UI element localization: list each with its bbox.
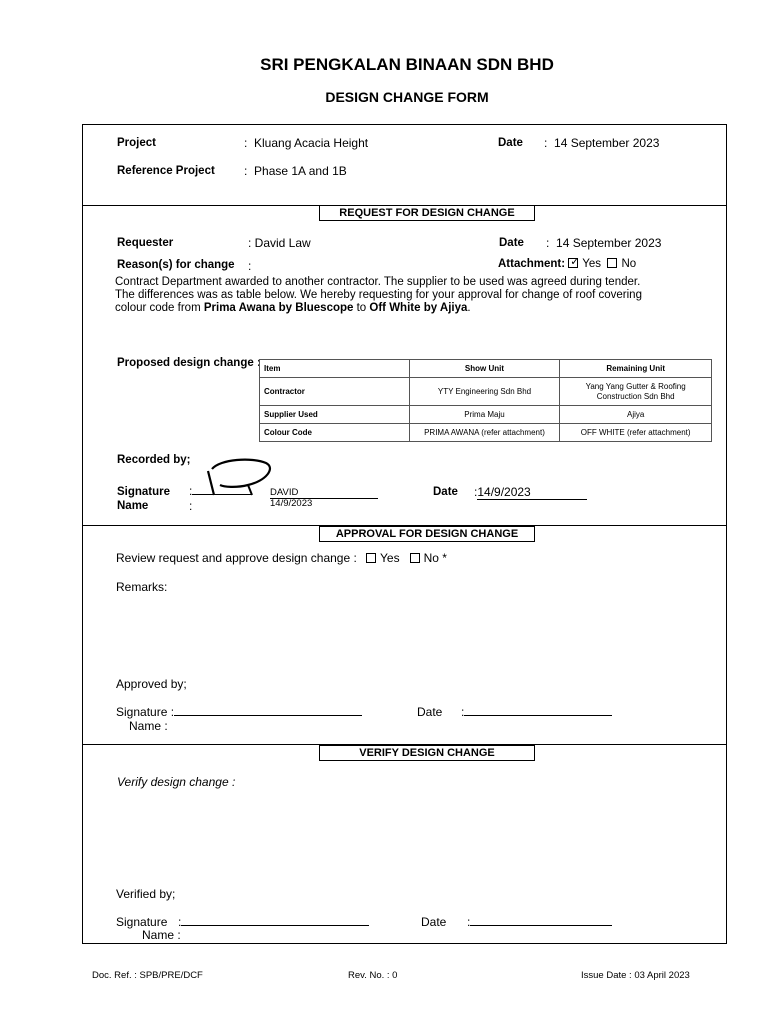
company-name: SRI PENGKALAN BINAAN SDN BHD xyxy=(260,55,554,74)
reason-label: Reason(s) for change xyxy=(117,259,235,271)
reference-label: Reference Project xyxy=(117,165,215,177)
project-name: Kluang Acacia Height xyxy=(254,136,369,150)
table-header: Remaining Unit xyxy=(560,360,712,378)
request-name-label: Name xyxy=(117,500,149,512)
request-sign-date-value: 14/9/2023 xyxy=(477,485,587,500)
approval-signature-label: Signature : xyxy=(116,705,175,719)
verify-date-line xyxy=(470,915,612,926)
table-cell: Yang Yang Gutter & Roofing Construction Sdn Bhd xyxy=(560,378,712,406)
approval-date-line xyxy=(464,705,612,716)
project-value: : Kluang Acacia Height xyxy=(244,136,369,150)
verify-signature-label: Signature xyxy=(116,915,168,929)
request-date-label: Date xyxy=(499,237,524,249)
approval-date-label: Date xyxy=(417,705,443,719)
reference-project: Phase 1A and 1B xyxy=(254,164,347,178)
reason-colon: : xyxy=(248,259,252,273)
remarks-label: Remarks: xyxy=(116,580,168,594)
verified-by-label: Verified by; xyxy=(116,887,176,901)
request-signature-label: Signature xyxy=(117,486,171,498)
verify-signature xyxy=(178,915,369,929)
requester-label: Requester xyxy=(117,237,174,249)
request-name-colon: : xyxy=(189,499,193,513)
attachment-yes-checkbox[interactable] xyxy=(568,258,578,268)
footer-rev-no: Rev. No. : 0 xyxy=(348,970,398,981)
form-title: DESIGN CHANGE FORM xyxy=(325,89,489,105)
attachment-no-label: No xyxy=(621,258,637,270)
table-cell: PRIMA AWANA (refer attachment) xyxy=(409,424,560,442)
verify-signature-colon: : xyxy=(178,915,182,929)
request-sign-date-label: Date xyxy=(433,486,458,498)
signer-name: DAVID xyxy=(270,487,378,499)
verify-date-label: Date xyxy=(421,915,447,929)
footer-doc-ref: Doc. Ref. : SPB/PRE/DCF xyxy=(92,970,203,981)
table-row xyxy=(260,378,712,406)
table-header: Item xyxy=(260,360,410,378)
project-label: Project xyxy=(117,137,156,149)
reason-bold-2: Off White by Ajiya xyxy=(369,302,468,314)
reference-value: : Phase 1A and 1B xyxy=(244,164,347,178)
approval-signature-line xyxy=(174,705,362,716)
reason-text-1: Contract Department awarded to another contractor. The supplier to be used was agreed during tender. The differences was as table below. We hereby requesting for your approval for change of roof covering colour code from xyxy=(115,276,642,314)
request-date: 14 September 2023 xyxy=(556,236,662,250)
table-cell: Ajiya xyxy=(560,406,712,424)
review-options xyxy=(366,551,447,565)
request-date-value: : 14 September 2023 xyxy=(546,236,662,250)
verify-date xyxy=(467,915,612,929)
reason-text-3: . xyxy=(467,302,471,314)
table-cell: OFF WHITE (refer attachment) xyxy=(560,424,712,442)
attachment-no-checkbox[interactable] xyxy=(607,258,617,268)
approval-date xyxy=(461,705,612,719)
reason-text-2: to xyxy=(353,302,370,314)
approval-signature xyxy=(116,705,362,719)
project-date: 14 September 2023 xyxy=(554,136,660,150)
table-header: Show Unit xyxy=(409,360,560,378)
verify-date-colon: : xyxy=(467,915,471,929)
approve-yes-checkbox[interactable] xyxy=(366,553,376,563)
table-row xyxy=(260,424,712,442)
table-row xyxy=(260,406,712,424)
recorded-by-label: Recorded by; xyxy=(117,454,191,466)
approval-section-title: APPROVAL FOR DESIGN CHANGE xyxy=(319,526,535,542)
table-cell: Colour Code xyxy=(260,424,410,442)
verify-section-title: VERIFY DESIGN CHANGE xyxy=(319,745,535,761)
project-date-label: Date xyxy=(498,137,523,149)
request-section-title: REQUEST FOR DESIGN CHANGE xyxy=(319,205,535,221)
table-cell: Prima Maju xyxy=(409,406,560,424)
approve-yes-label: Yes xyxy=(380,551,400,565)
table-cell: Supplier Used xyxy=(260,406,410,424)
attachment-label: Attachment: xyxy=(498,258,566,270)
reason-paragraph xyxy=(115,276,655,315)
attachment-group xyxy=(498,258,636,270)
approve-no-checkbox[interactable] xyxy=(410,553,420,563)
request-signature-line: : xyxy=(189,484,252,498)
proposed-change-table xyxy=(259,359,712,442)
approved-by-label: Approved by; xyxy=(116,677,187,691)
table-cell: Contractor xyxy=(260,378,410,406)
project-date-value: : 14 September 2023 xyxy=(544,136,660,150)
review-text: Review request and approve design change : xyxy=(116,551,357,565)
proposed-label: Proposed design change : xyxy=(117,357,261,369)
table-header-row xyxy=(260,360,712,378)
verify-text: Verify design change : xyxy=(117,775,236,789)
approve-no-label: No * xyxy=(423,551,447,565)
attachment-yes-label: Yes xyxy=(582,258,602,270)
approval-name-label: Name : xyxy=(129,719,168,733)
signer-date: 14/9/2023 xyxy=(270,498,313,509)
request-sign-date: :14/9/2023 xyxy=(474,485,587,500)
footer-issue-date: Issue Date : 03 April 2023 xyxy=(581,970,690,981)
requester-value: : David Law xyxy=(248,236,311,250)
reason-bold-1: Prima Awana by Bluescope xyxy=(203,302,354,314)
verify-name-label: Name : xyxy=(142,928,181,942)
table-cell: YTY Engineering Sdn Bhd xyxy=(409,378,560,406)
approval-date-colon: : xyxy=(461,705,465,719)
verify-signature-line xyxy=(181,915,369,926)
